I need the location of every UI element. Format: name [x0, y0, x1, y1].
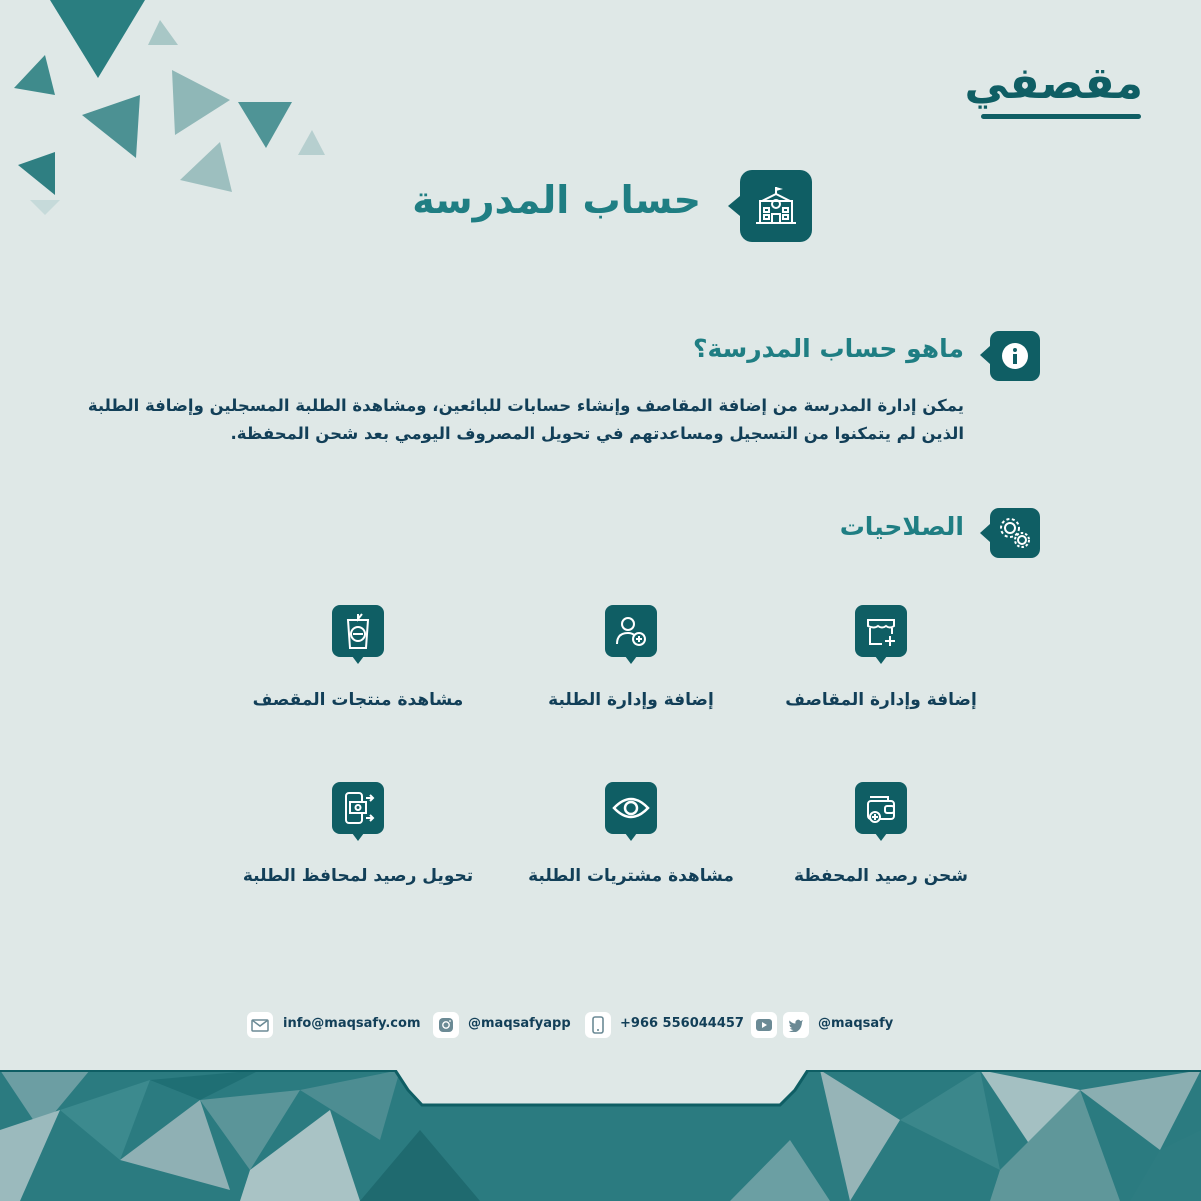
item-pointer [875, 833, 887, 841]
permission-label: إضافة وإدارة المقاصف [785, 690, 977, 710]
page-title: حساب المدرسة [412, 178, 701, 222]
item-pointer [625, 656, 637, 664]
instagram-handle[interactable]: @maqsafyapp [468, 1016, 571, 1031]
drink-icon [332, 605, 384, 657]
eye-icon [605, 782, 657, 834]
about-pointer [980, 346, 990, 364]
youtube-icon[interactable] [751, 1012, 777, 1038]
permissions-title: الصلاحيات [839, 512, 964, 541]
title-pointer [728, 196, 740, 216]
wallet-add-icon [855, 782, 907, 834]
email-icon[interactable] [247, 1012, 273, 1038]
decorative-triangles [0, 0, 340, 220]
permission-label: إضافة وإدارة الطلبة [548, 690, 714, 710]
item-pointer [625, 833, 637, 841]
social-handle[interactable]: @maqsafy [818, 1016, 894, 1031]
gears-icon [990, 508, 1040, 558]
item-pointer [352, 833, 364, 841]
permissions-pointer [980, 524, 990, 542]
user-add-icon [605, 605, 657, 657]
instagram-icon[interactable] [433, 1012, 459, 1038]
phone-icon[interactable] [585, 1012, 611, 1038]
item-pointer [352, 656, 364, 664]
about-description: يمكن إدارة المدرسة من إضافة المقاصف وإنشاء حسابات للبائعين، ومشاهدة الطلبة المسجلين وإضافة الطلبة الذين لم يتمكنوا من التسجيل ومساعدتهم في تحويل المصروف اليومي بعد شحن المحفظة. [87, 396, 964, 443]
phone-transfer-icon [332, 782, 384, 834]
store-add-icon [855, 605, 907, 657]
twitter-icon[interactable] [783, 1012, 809, 1038]
about-title: ماهو حساب المدرسة؟ [692, 334, 964, 363]
email-address[interactable]: info@maqsafy.com [283, 1016, 421, 1031]
school-icon [740, 170, 812, 242]
brand-logo [964, 58, 1143, 128]
item-pointer [875, 656, 887, 664]
permission-label: مشاهدة مشتريات الطلبة [528, 866, 734, 886]
footer-pattern [0, 1070, 1201, 1201]
logo-text: مقصفي [964, 58, 1143, 109]
info-icon [990, 331, 1040, 381]
logo-underline [981, 114, 1141, 119]
permission-label: تحويل رصيد لمحافظ الطلبة [242, 866, 474, 886]
permission-label: مشاهدة منتجات المقصف [252, 690, 464, 710]
phone-number[interactable]: +966 556044457 [620, 1016, 744, 1031]
permission-label: شحن رصيد المحفظة [793, 866, 969, 886]
